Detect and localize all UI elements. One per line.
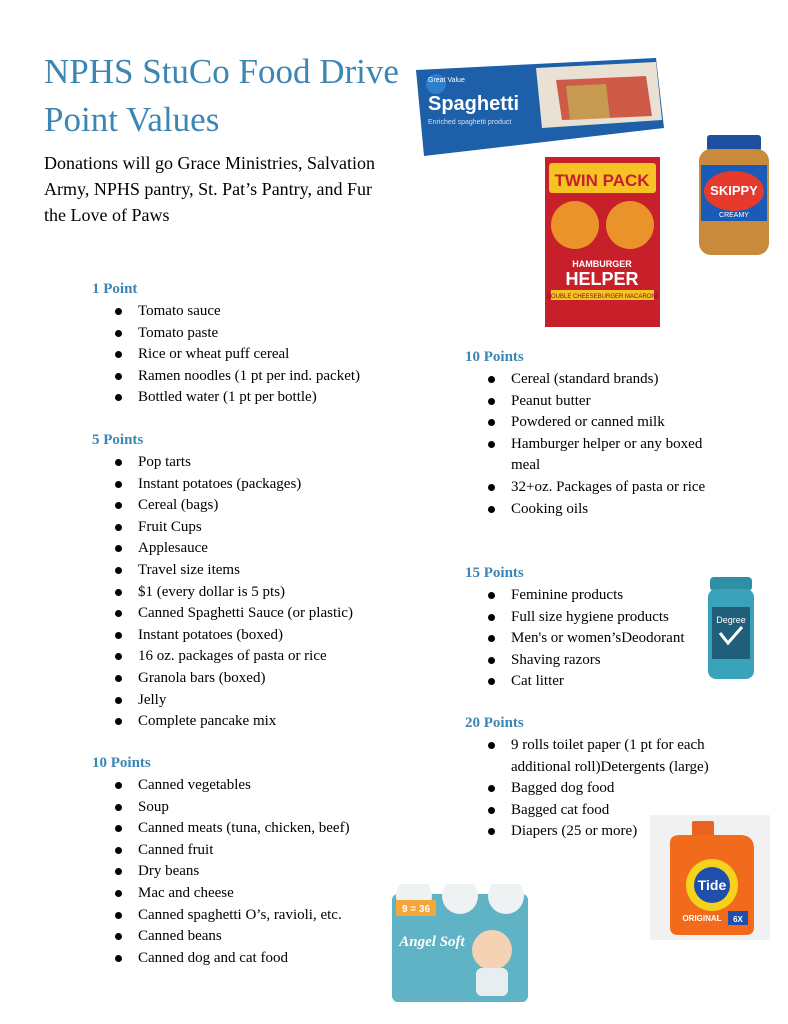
list-item: [465, 391, 725, 413]
section-10-points-right: [465, 347, 725, 520]
list-item: [92, 668, 412, 690]
bullet-icon: [115, 782, 122, 789]
list-item-text: Cooking oils: [511, 500, 589, 517]
list-item-text: Canned meats (tuna, chicken, beef): [138, 820, 350, 837]
bullet-icon: [115, 632, 122, 639]
list-item: [92, 474, 412, 496]
list-item-text: Canned fruit: [138, 841, 214, 858]
bullet-icon: [488, 785, 495, 792]
list-item: [465, 412, 725, 434]
list-item-text: Powdered or canned milk: [511, 414, 665, 431]
section-1-point: [92, 279, 412, 409]
bullet-icon: [115, 610, 122, 617]
list-item: [92, 452, 412, 474]
skippy-peanut-butter-image: [695, 135, 773, 257]
bullet-icon: [115, 567, 122, 574]
list-item-text: Diapers (25 or more): [511, 823, 638, 840]
list-item-text: Fruit Cups: [138, 518, 202, 535]
tide-badge: 6X: [733, 915, 743, 924]
degree-deodorant-image: [706, 577, 756, 681]
bullet-icon: [488, 828, 495, 835]
list-item: [92, 387, 412, 409]
list-item-text: Canned spaghetti O’s, ravioli, etc.: [138, 906, 342, 923]
bullet-icon: [115, 825, 122, 832]
list-item-text: Dry beans: [138, 863, 200, 880]
bullet-icon: [115, 697, 122, 704]
list-item: [92, 646, 412, 668]
skippy-brand: SKIPPY: [710, 183, 758, 198]
list-item: [92, 926, 412, 948]
list-item: [92, 883, 412, 905]
section-10-points-left: [92, 753, 412, 969]
angel-soft-toilet-paper-image: [388, 884, 532, 1004]
list-item-text: Peanut butter: [511, 392, 591, 409]
list-item-text: Canned vegetables: [138, 777, 251, 793]
list-item: [465, 369, 725, 391]
list-item: [465, 778, 765, 800]
spaghetti-name: Spaghetti: [428, 93, 520, 115]
section-heading: 15 Points: [465, 565, 524, 581]
spaghetti-box-image: [416, 58, 664, 156]
list-item-text: Ramen noodles (1 pt per ind. packet): [138, 367, 361, 384]
list-item: [92, 603, 412, 625]
list-item-text: Shaving razors: [511, 651, 601, 668]
skippy-sub: CREAMY: [719, 212, 749, 219]
bullet-icon: [115, 330, 122, 337]
section-heading: 10 Points: [92, 755, 151, 771]
list-item-text: Jelly: [138, 691, 167, 708]
list-item: [92, 538, 412, 560]
helper-name: HELPER: [565, 269, 639, 289]
list-item-text: Soup: [138, 798, 169, 815]
bullet-icon: [115, 847, 122, 854]
list-item-text: Tomato paste: [138, 324, 219, 341]
list-item: [92, 818, 412, 840]
list-item-text: Travel size items: [138, 561, 240, 578]
bullet-icon: [115, 589, 122, 596]
list-item-text: Cereal (bags): [138, 497, 219, 514]
list-item: [92, 711, 412, 733]
list-item: [92, 948, 412, 970]
bullet-icon: [488, 807, 495, 814]
list-item-text: Canned dog and cat food: [138, 949, 288, 966]
list-item: [465, 499, 725, 521]
item-list: [92, 775, 412, 969]
page-title: NPHS StuCo Food Drive Point Values: [44, 52, 399, 139]
bullet-icon: [115, 502, 122, 509]
bullet-icon: [115, 308, 122, 315]
section-heading: 20 Points: [465, 715, 524, 731]
list-item-text: Men's or women’sDeodorant: [511, 630, 685, 647]
section-heading: 5 Points: [92, 432, 144, 448]
list-item-text: Feminine products: [511, 587, 624, 603]
list-item-text: Bagged cat food: [511, 801, 610, 818]
list-item: [92, 840, 412, 862]
list-item-text: Applesauce: [138, 540, 208, 557]
item-list: [92, 452, 412, 733]
list-item: [465, 477, 725, 499]
spaghetti-brand: Great Value: [428, 77, 465, 84]
list-item: [92, 366, 412, 388]
section-heading: 1 Point: [92, 281, 138, 297]
list-item: [92, 582, 412, 604]
bullet-icon: [488, 376, 495, 383]
list-item-text: Pop tarts: [138, 454, 191, 470]
list-item-text: Rice or wheat puff cereal: [138, 346, 290, 363]
item-list: [92, 301, 412, 409]
list-item-text: 9 rolls toilet paper (1 pt for each additional roll)Detergents (large): [511, 737, 709, 775]
bullet-icon: [115, 890, 122, 897]
list-item-text: Complete pancake mix: [138, 713, 277, 730]
bullet-icon: [488, 398, 495, 405]
list-item-text: Mac and cheese: [138, 884, 234, 901]
angel-brand: Angel Soft: [399, 934, 465, 950]
tide-brand: Tide: [697, 877, 727, 893]
list-item-text: $1 (every dollar is 5 pts): [138, 583, 286, 600]
bullet-icon: [115, 675, 122, 682]
bullet-icon: [488, 614, 495, 621]
section-heading: 10 Points: [465, 349, 524, 365]
bullet-icon: [115, 545, 122, 552]
bullet-icon: [115, 481, 122, 488]
list-item: [92, 905, 412, 927]
list-item-text: Instant potatoes (packages): [138, 475, 302, 492]
section-5-points: [92, 430, 412, 733]
bullet-icon: [115, 912, 122, 919]
list-item-text: 16 oz. packages of pasta or rice: [138, 648, 327, 665]
helper-top: TWIN PACK: [554, 171, 650, 190]
bullet-icon: [488, 441, 495, 448]
list-item: [92, 495, 412, 517]
tide-detergent-image: [650, 815, 770, 940]
angel-count: 9 = 36: [401, 904, 431, 915]
list-item: [92, 344, 412, 366]
bullet-icon: [115, 351, 122, 358]
bullet-icon: [488, 678, 495, 685]
bullet-icon: [488, 592, 495, 599]
list-item: [92, 625, 412, 647]
list-item: [92, 323, 412, 345]
helper-brand: HAMBURGER: [572, 259, 632, 269]
list-item: [465, 735, 765, 778]
list-item-text: Tomato sauce: [138, 303, 221, 319]
list-item: [92, 775, 412, 797]
list-item: [92, 797, 412, 819]
bullet-icon: [488, 657, 495, 664]
bullet-icon: [488, 419, 495, 426]
list-item: [92, 560, 412, 582]
bullet-icon: [115, 933, 122, 940]
list-item: [92, 861, 412, 883]
bullet-icon: [115, 804, 122, 811]
bullet-icon: [115, 868, 122, 875]
list-item: [92, 517, 412, 539]
list-item-text: Hamburger helper or any boxed meal: [511, 435, 703, 474]
list-item-text: Granola bars (boxed): [138, 669, 266, 686]
list-item-text: Bottled water (1 pt per bottle): [138, 389, 317, 406]
bullet-icon: [115, 373, 122, 380]
bullet-icon: [115, 394, 122, 401]
bullet-icon: [488, 484, 495, 491]
list-item-text: Cereal (standard brands): [511, 371, 659, 387]
bullet-icon: [488, 742, 495, 749]
list-item-text: Full size hygiene products: [511, 608, 669, 625]
bullet-icon: [115, 653, 122, 660]
list-item-text: Cat litter: [511, 673, 564, 690]
intro-text: Donations will go Grace Ministries, Salvation Army, NPHS pantry, St. Pat’s Pantry, and Fur the Love of Paws: [44, 153, 375, 225]
list-item-text: Instant potatoes (boxed): [138, 626, 283, 643]
degree-brand: Degree: [716, 615, 746, 625]
bullet-icon: [488, 635, 495, 642]
list-item-text: 32+oz. Packages of pasta or rice: [511, 478, 706, 495]
bullet-icon: [115, 955, 122, 962]
list-item: [465, 434, 725, 477]
item-list: [465, 369, 725, 520]
hamburger-helper-box-image: [545, 157, 660, 327]
list-item-text: Canned Spaghetti Sauce (or plastic): [138, 605, 353, 622]
list-item-text: Canned beans: [138, 928, 222, 945]
bullet-icon: [115, 718, 122, 725]
list-item-text: Bagged dog food: [511, 780, 615, 797]
list-item: [92, 301, 412, 323]
bullet-icon: [488, 506, 495, 513]
list-item: [92, 690, 412, 712]
bullet-icon: [115, 459, 122, 466]
spaghetti-sub: Enriched spaghetti product: [428, 119, 512, 126]
tide-sub: ORIGINAL: [682, 914, 722, 923]
bullet-icon: [115, 524, 122, 531]
helper-sub: DOUBLE CHEESEBURGER MACARONI: [546, 294, 658, 300]
